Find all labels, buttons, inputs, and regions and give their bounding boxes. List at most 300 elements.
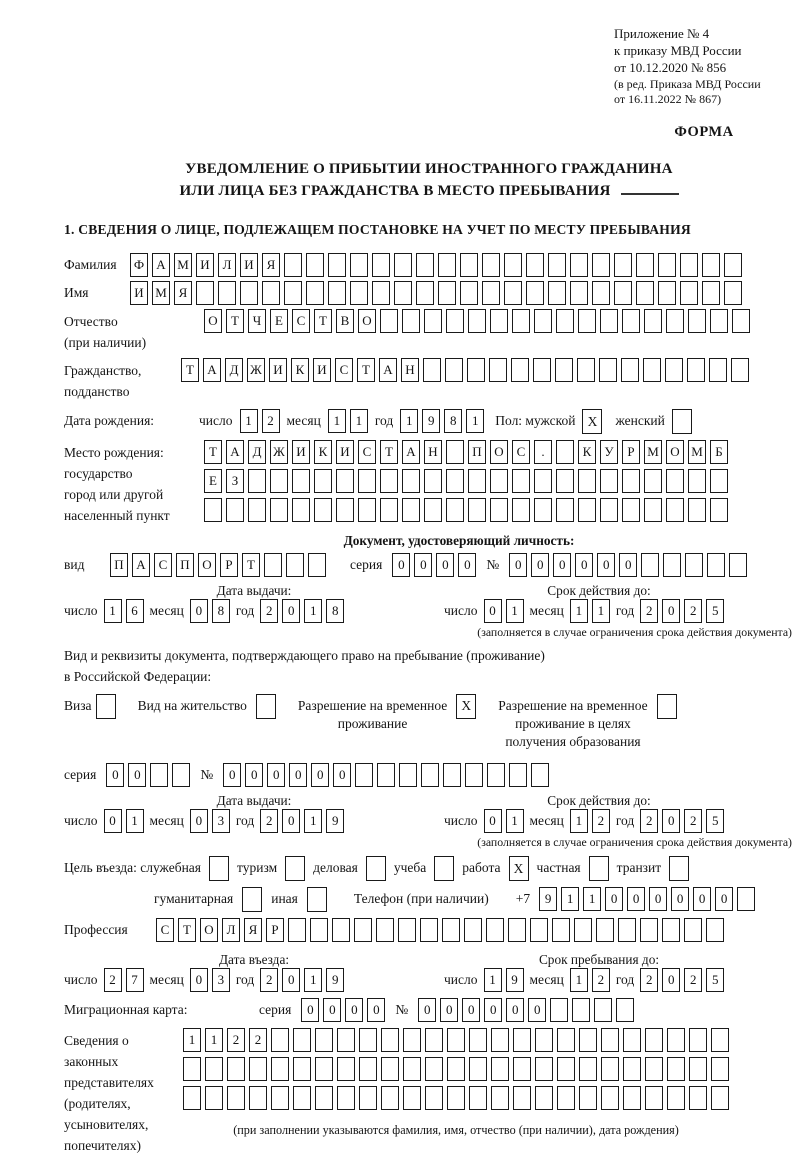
char-cell[interactable] [687, 358, 705, 382]
char-cell[interactable] [487, 763, 505, 787]
char-cell[interactable] [293, 1086, 311, 1110]
char-cell[interactable]: 0 [301, 998, 319, 1022]
char-cell[interactable] [306, 253, 324, 277]
char-cell[interactable] [423, 358, 441, 382]
char-cell[interactable] [380, 309, 398, 333]
char-cell[interactable] [601, 1086, 619, 1110]
char-cell[interactable] [271, 1057, 289, 1081]
char-cell[interactable] [425, 1057, 443, 1081]
char-cell[interactable]: 9 [539, 887, 557, 911]
char-cell[interactable] [594, 998, 612, 1022]
char-cell[interactable] [579, 1057, 597, 1081]
char-cell[interactable] [196, 281, 214, 305]
char-cell[interactable]: 1 [304, 599, 322, 623]
char-cell[interactable]: В [336, 309, 354, 333]
char-cell[interactable]: 2 [684, 809, 702, 833]
char-cell[interactable] [315, 1086, 333, 1110]
char-cell[interactable]: Е [204, 469, 222, 493]
char-cell[interactable]: С [154, 553, 172, 577]
char-cell[interactable] [570, 281, 588, 305]
char-cell[interactable] [600, 498, 618, 522]
char-cell[interactable]: 0 [128, 763, 146, 787]
char-cell[interactable] [447, 1028, 465, 1052]
char-cell[interactable] [601, 1057, 619, 1081]
char-cell[interactable] [248, 469, 266, 493]
char-cell[interactable]: Я [174, 281, 192, 305]
char-cell[interactable] [623, 1086, 641, 1110]
char-cell[interactable] [421, 763, 439, 787]
char-cell[interactable] [512, 498, 530, 522]
char-cell[interactable] [350, 281, 368, 305]
char-cell[interactable] [666, 469, 684, 493]
char-cell[interactable]: 0 [289, 763, 307, 787]
char-cell[interactable]: 0 [333, 763, 351, 787]
char-cell[interactable]: 0 [597, 553, 615, 577]
purpose-humanitarian-checkbox[interactable] [242, 887, 262, 912]
char-cell[interactable]: А [402, 440, 420, 464]
char-cell[interactable] [512, 469, 530, 493]
char-cell[interactable]: Я [262, 253, 280, 277]
char-cell[interactable] [490, 309, 508, 333]
char-cell[interactable]: 0 [528, 998, 546, 1022]
char-cell[interactable] [711, 1028, 729, 1052]
char-cell[interactable] [491, 1028, 509, 1052]
char-cell[interactable]: 2 [684, 599, 702, 623]
char-cell[interactable] [460, 281, 478, 305]
char-cell[interactable]: 2 [592, 968, 610, 992]
char-cell[interactable] [530, 918, 548, 942]
char-cell[interactable] [227, 1057, 245, 1081]
char-cell[interactable] [578, 309, 596, 333]
sex-male-checkbox[interactable]: X [582, 409, 602, 434]
char-cell[interactable]: 1 [466, 409, 484, 433]
char-cell[interactable] [438, 253, 456, 277]
char-cell[interactable] [354, 918, 372, 942]
char-cell[interactable]: 1 [304, 968, 322, 992]
char-cell[interactable]: 0 [693, 887, 711, 911]
char-cell[interactable]: М [644, 440, 662, 464]
char-cell[interactable] [337, 1028, 355, 1052]
purpose-transit-checkbox[interactable] [669, 856, 689, 881]
char-cell[interactable] [381, 1086, 399, 1110]
char-cell[interactable] [680, 253, 698, 277]
char-cell[interactable] [513, 1028, 531, 1052]
char-cell[interactable]: 0 [392, 553, 410, 577]
char-cell[interactable] [526, 281, 544, 305]
char-cell[interactable]: Т [178, 918, 196, 942]
char-cell[interactable]: 1 [484, 968, 502, 992]
char-cell[interactable] [467, 358, 485, 382]
char-cell[interactable] [600, 309, 618, 333]
char-cell[interactable]: 0 [414, 553, 432, 577]
char-cell[interactable]: Т [226, 309, 244, 333]
char-cell[interactable]: К [578, 440, 596, 464]
purpose-work-checkbox[interactable]: X [509, 856, 529, 881]
char-cell[interactable]: Т [242, 553, 260, 577]
char-cell[interactable] [424, 498, 442, 522]
char-cell[interactable] [557, 1057, 575, 1081]
char-cell[interactable] [552, 918, 570, 942]
char-cell[interactable] [468, 498, 486, 522]
char-cell[interactable]: 1 [183, 1028, 201, 1052]
char-cell[interactable]: 9 [326, 968, 344, 992]
char-cell[interactable]: 0 [104, 809, 122, 833]
char-cell[interactable]: 5 [706, 809, 724, 833]
char-cell[interactable]: З [226, 469, 244, 493]
char-cell[interactable] [416, 253, 434, 277]
purpose-official-checkbox[interactable] [209, 856, 229, 881]
char-cell[interactable] [183, 1057, 201, 1081]
char-cell[interactable]: 2 [260, 599, 278, 623]
char-cell[interactable]: 5 [706, 599, 724, 623]
char-cell[interactable] [663, 553, 681, 577]
char-cell[interactable]: И [292, 440, 310, 464]
char-cell[interactable]: Д [225, 358, 243, 382]
char-cell[interactable]: 7 [126, 968, 144, 992]
char-cell[interactable] [556, 309, 574, 333]
char-cell[interactable] [469, 1057, 487, 1081]
char-cell[interactable] [332, 918, 350, 942]
char-cell[interactable]: 0 [458, 553, 476, 577]
char-cell[interactable] [468, 309, 486, 333]
char-cell[interactable]: О [200, 918, 218, 942]
char-cell[interactable] [372, 281, 390, 305]
char-cell[interactable] [381, 1028, 399, 1052]
char-cell[interactable]: А [152, 253, 170, 277]
char-cell[interactable] [504, 253, 522, 277]
char-cell[interactable]: 0 [462, 998, 480, 1022]
char-cell[interactable]: О [666, 440, 684, 464]
char-cell[interactable]: И [240, 253, 258, 277]
char-cell[interactable] [358, 469, 376, 493]
char-cell[interactable] [445, 358, 463, 382]
char-cell[interactable] [644, 309, 662, 333]
char-cell[interactable] [534, 309, 552, 333]
char-cell[interactable] [680, 281, 698, 305]
char-cell[interactable] [491, 1057, 509, 1081]
char-cell[interactable] [600, 469, 618, 493]
char-cell[interactable]: 1 [126, 809, 144, 833]
char-cell[interactable]: 2 [640, 599, 658, 623]
char-cell[interactable]: 0 [436, 553, 454, 577]
char-cell[interactable] [425, 1086, 443, 1110]
char-cell[interactable] [205, 1086, 223, 1110]
char-cell[interactable] [482, 281, 500, 305]
char-cell[interactable]: 6 [126, 599, 144, 623]
char-cell[interactable] [402, 469, 420, 493]
char-cell[interactable] [469, 1028, 487, 1052]
char-cell[interactable]: С [512, 440, 530, 464]
char-cell[interactable] [710, 469, 728, 493]
char-cell[interactable]: 0 [662, 599, 680, 623]
char-cell[interactable] [226, 498, 244, 522]
char-cell[interactable] [535, 1028, 553, 1052]
char-cell[interactable]: Л [222, 918, 240, 942]
char-cell[interactable]: П [110, 553, 128, 577]
char-cell[interactable] [337, 1057, 355, 1081]
char-cell[interactable]: И [313, 358, 331, 382]
purpose-private-checkbox[interactable] [589, 856, 609, 881]
char-cell[interactable] [737, 887, 755, 911]
char-cell[interactable] [618, 918, 636, 942]
char-cell[interactable] [556, 469, 574, 493]
char-cell[interactable] [710, 309, 728, 333]
char-cell[interactable]: И [336, 440, 354, 464]
char-cell[interactable]: И [269, 358, 287, 382]
char-cell[interactable] [709, 358, 727, 382]
char-cell[interactable]: Т [314, 309, 332, 333]
char-cell[interactable] [438, 281, 456, 305]
char-cell[interactable] [377, 763, 395, 787]
char-cell[interactable]: О [358, 309, 376, 333]
char-cell[interactable]: 0 [190, 968, 208, 992]
char-cell[interactable] [248, 498, 266, 522]
char-cell[interactable]: 0 [440, 998, 458, 1022]
char-cell[interactable]: 2 [260, 968, 278, 992]
char-cell[interactable] [614, 253, 632, 277]
char-cell[interactable]: 2 [262, 409, 280, 433]
edu-permit-checkbox[interactable] [657, 694, 677, 719]
char-cell[interactable]: 0 [627, 887, 645, 911]
char-cell[interactable]: 5 [706, 968, 724, 992]
char-cell[interactable]: 1 [506, 599, 524, 623]
char-cell[interactable] [685, 553, 703, 577]
char-cell[interactable] [667, 1028, 685, 1052]
char-cell[interactable] [292, 498, 310, 522]
char-cell[interactable] [614, 281, 632, 305]
char-cell[interactable] [394, 253, 412, 277]
char-cell[interactable]: А [203, 358, 221, 382]
char-cell[interactable] [328, 253, 346, 277]
char-cell[interactable] [684, 918, 702, 942]
char-cell[interactable] [641, 553, 659, 577]
char-cell[interactable]: 0 [553, 553, 571, 577]
char-cell[interactable] [513, 1086, 531, 1110]
char-cell[interactable]: 0 [190, 599, 208, 623]
char-cell[interactable]: 8 [444, 409, 462, 433]
char-cell[interactable] [308, 553, 326, 577]
char-cell[interactable]: 1 [104, 599, 122, 623]
char-cell[interactable]: П [468, 440, 486, 464]
char-cell[interactable] [446, 309, 464, 333]
char-cell[interactable] [489, 358, 507, 382]
char-cell[interactable] [533, 358, 551, 382]
char-cell[interactable] [557, 1028, 575, 1052]
char-cell[interactable] [710, 498, 728, 522]
char-cell[interactable]: 1 [400, 409, 418, 433]
char-cell[interactable] [314, 469, 332, 493]
char-cell[interactable] [490, 469, 508, 493]
char-cell[interactable]: 0 [575, 553, 593, 577]
char-cell[interactable]: 0 [282, 968, 300, 992]
char-cell[interactable]: 0 [715, 887, 733, 911]
char-cell[interactable] [636, 281, 654, 305]
char-cell[interactable] [688, 469, 706, 493]
char-cell[interactable] [315, 1028, 333, 1052]
char-cell[interactable] [183, 1086, 201, 1110]
char-cell[interactable]: 0 [190, 809, 208, 833]
char-cell[interactable] [596, 918, 614, 942]
char-cell[interactable] [425, 1028, 443, 1052]
char-cell[interactable] [526, 253, 544, 277]
char-cell[interactable]: 0 [282, 599, 300, 623]
char-cell[interactable]: Р [266, 918, 284, 942]
purpose-tourism-checkbox[interactable] [285, 856, 305, 881]
char-cell[interactable] [355, 763, 373, 787]
char-cell[interactable] [601, 1028, 619, 1052]
char-cell[interactable] [446, 498, 464, 522]
char-cell[interactable] [702, 281, 720, 305]
char-cell[interactable]: 0 [345, 998, 363, 1022]
char-cell[interactable] [645, 1028, 663, 1052]
char-cell[interactable] [288, 918, 306, 942]
char-cell[interactable] [491, 1086, 509, 1110]
char-cell[interactable]: А [379, 358, 397, 382]
char-cell[interactable]: 2 [260, 809, 278, 833]
char-cell[interactable]: И [130, 281, 148, 305]
char-cell[interactable] [482, 253, 500, 277]
char-cell[interactable]: 1 [304, 809, 322, 833]
char-cell[interactable]: 0 [509, 553, 527, 577]
char-cell[interactable] [336, 469, 354, 493]
char-cell[interactable] [359, 1028, 377, 1052]
char-cell[interactable] [284, 281, 302, 305]
char-cell[interactable] [328, 281, 346, 305]
char-cell[interactable]: С [156, 918, 174, 942]
char-cell[interactable]: 0 [671, 887, 689, 911]
char-cell[interactable]: 2 [684, 968, 702, 992]
char-cell[interactable] [442, 918, 460, 942]
char-cell[interactable] [359, 1086, 377, 1110]
char-cell[interactable]: 2 [249, 1028, 267, 1052]
char-cell[interactable] [446, 469, 464, 493]
purpose-study-checkbox[interactable] [434, 856, 454, 881]
char-cell[interactable] [572, 998, 590, 1022]
char-cell[interactable]: Т [181, 358, 199, 382]
char-cell[interactable]: А [132, 553, 150, 577]
char-cell[interactable] [336, 498, 354, 522]
char-cell[interactable]: 2 [104, 968, 122, 992]
char-cell[interactable]: 1 [570, 809, 588, 833]
char-cell[interactable] [688, 498, 706, 522]
char-cell[interactable] [350, 253, 368, 277]
char-cell[interactable] [205, 1057, 223, 1081]
char-cell[interactable] [446, 440, 464, 464]
char-cell[interactable] [172, 763, 190, 787]
char-cell[interactable] [689, 1086, 707, 1110]
char-cell[interactable] [579, 1028, 597, 1052]
char-cell[interactable]: 3 [212, 968, 230, 992]
char-cell[interactable] [264, 553, 282, 577]
char-cell[interactable]: 8 [212, 599, 230, 623]
char-cell[interactable]: Р [220, 553, 238, 577]
char-cell[interactable] [534, 469, 552, 493]
char-cell[interactable] [732, 309, 750, 333]
char-cell[interactable]: Я [244, 918, 262, 942]
char-cell[interactable] [380, 469, 398, 493]
char-cell[interactable]: 0 [662, 809, 680, 833]
char-cell[interactable] [724, 253, 742, 277]
char-cell[interactable] [665, 358, 683, 382]
char-cell[interactable] [293, 1057, 311, 1081]
char-cell[interactable]: Ж [247, 358, 265, 382]
purpose-other-checkbox[interactable] [307, 887, 327, 912]
char-cell[interactable] [416, 281, 434, 305]
char-cell[interactable]: П [176, 553, 194, 577]
char-cell[interactable] [644, 469, 662, 493]
char-cell[interactable] [286, 553, 304, 577]
char-cell[interactable] [293, 1028, 311, 1052]
char-cell[interactable] [645, 1057, 663, 1081]
char-cell[interactable] [666, 309, 684, 333]
temp-permit-checkbox[interactable]: X [456, 694, 476, 719]
char-cell[interactable] [548, 281, 566, 305]
char-cell[interactable] [623, 1028, 641, 1052]
char-cell[interactable] [731, 358, 749, 382]
char-cell[interactable] [509, 763, 527, 787]
char-cell[interactable]: М [688, 440, 706, 464]
char-cell[interactable]: О [204, 309, 222, 333]
char-cell[interactable]: С [335, 358, 353, 382]
char-cell[interactable]: 1 [240, 409, 258, 433]
char-cell[interactable]: 1 [328, 409, 346, 433]
char-cell[interactable]: 1 [561, 887, 579, 911]
char-cell[interactable]: К [291, 358, 309, 382]
residence-permit-checkbox[interactable] [256, 694, 276, 719]
char-cell[interactable] [249, 1086, 267, 1110]
char-cell[interactable]: 0 [619, 553, 637, 577]
char-cell[interactable] [271, 1028, 289, 1052]
sex-female-checkbox[interactable] [672, 409, 692, 434]
char-cell[interactable]: Ф [130, 253, 148, 277]
visa-checkbox[interactable] [96, 694, 116, 719]
char-cell[interactable]: 9 [506, 968, 524, 992]
char-cell[interactable] [443, 763, 461, 787]
char-cell[interactable] [616, 998, 634, 1022]
char-cell[interactable] [556, 498, 574, 522]
char-cell[interactable]: М [174, 253, 192, 277]
char-cell[interactable] [592, 253, 610, 277]
char-cell[interactable] [424, 469, 442, 493]
char-cell[interactable] [504, 281, 522, 305]
char-cell[interactable] [240, 281, 258, 305]
char-cell[interactable] [403, 1057, 421, 1081]
char-cell[interactable] [511, 358, 529, 382]
char-cell[interactable] [358, 498, 376, 522]
char-cell[interactable]: С [358, 440, 376, 464]
char-cell[interactable] [623, 1057, 641, 1081]
char-cell[interactable] [398, 918, 416, 942]
char-cell[interactable] [402, 498, 420, 522]
char-cell[interactable] [403, 1086, 421, 1110]
char-cell[interactable]: 0 [311, 763, 329, 787]
char-cell[interactable] [337, 1086, 355, 1110]
char-cell[interactable] [372, 253, 390, 277]
char-cell[interactable] [218, 281, 236, 305]
char-cell[interactable] [249, 1057, 267, 1081]
char-cell[interactable] [381, 1057, 399, 1081]
char-cell[interactable]: 0 [282, 809, 300, 833]
char-cell[interactable]: Н [401, 358, 419, 382]
char-cell[interactable] [622, 309, 640, 333]
char-cell[interactable]: К [314, 440, 332, 464]
char-cell[interactable] [490, 498, 508, 522]
char-cell[interactable] [508, 918, 526, 942]
char-cell[interactable] [394, 281, 412, 305]
char-cell[interactable] [621, 358, 639, 382]
char-cell[interactable] [599, 358, 617, 382]
char-cell[interactable]: 1 [592, 599, 610, 623]
